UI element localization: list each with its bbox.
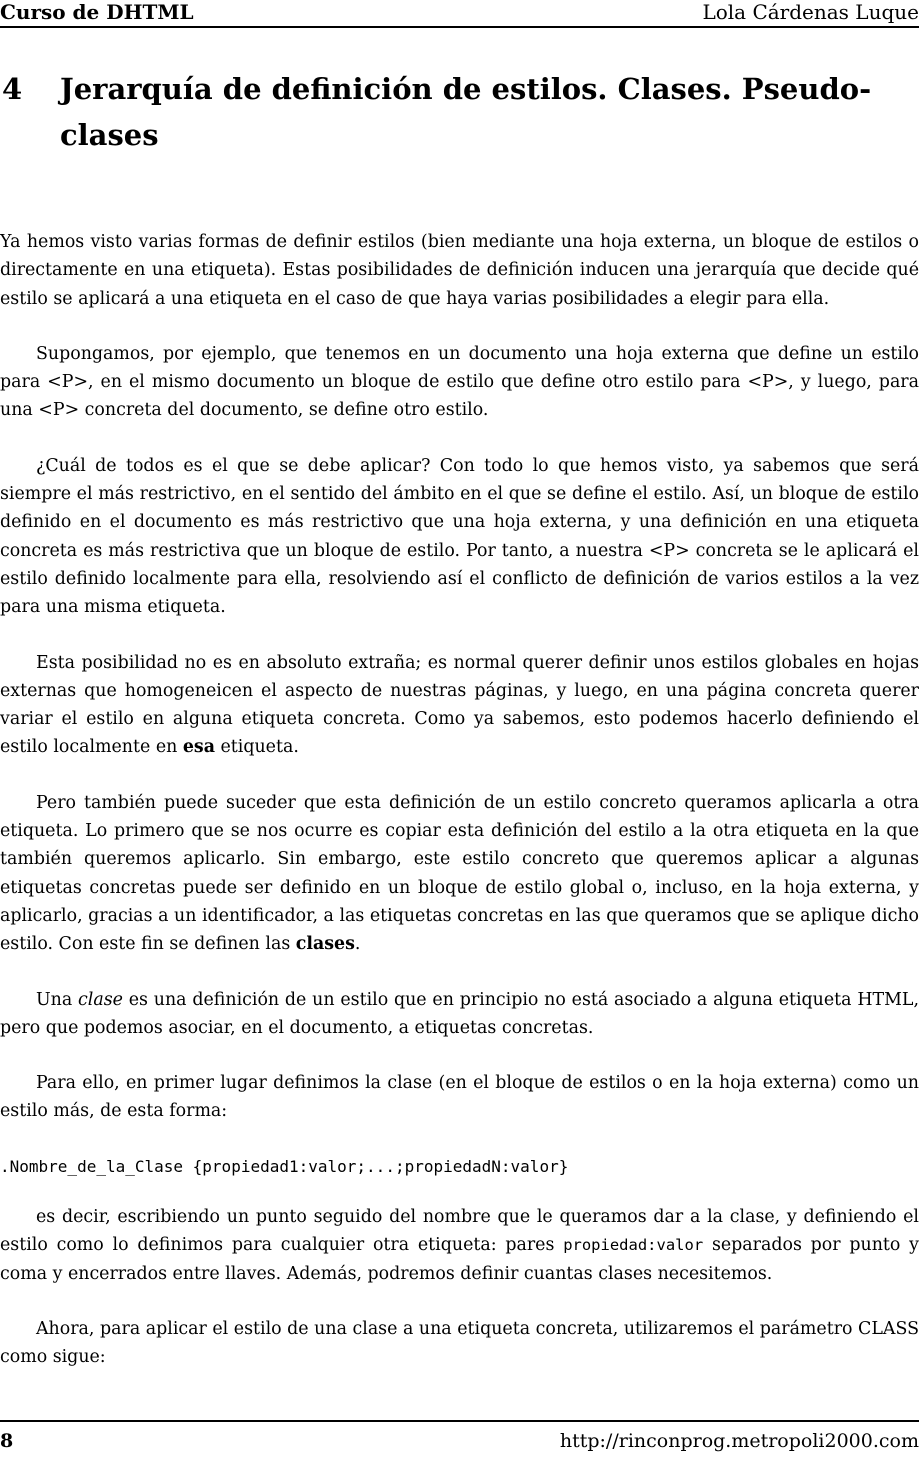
paragraph-4-text-c: etiqueta. [214, 737, 299, 758]
paragraph-4-emphasis: esa [182, 737, 215, 758]
body-text [0, 228, 919, 1399]
running-header [0, 0, 919, 28]
paragraph-4 [0, 649, 919, 762]
paragraph-5-emphasis: clases [295, 934, 355, 955]
section-title: Jerarquía de definición de estilos. Clases. Pseudo-clases [60, 72, 872, 152]
paragraph-6 [0, 986, 919, 1043]
paragraph-5-text-a: Pero también puede suceder que esta definición de un estilo concreto queramos aplicarla a otra etiqueta. Lo primero que se nos ocurre es copiar esta definición del estilo a la otra etiqueta en la que también queremos aplicarlo. Sin embargo, este estilo concreto que queremos aplicar a algunas etiquetas concretas puede ser definido en un bloque de estilo global o, incluso, en la hoja externa, y aplicarlo, gracias a un identificador, a las etiquetas concretas en las que queramos que se aplique dicho estilo. Con este fin se definen las [0, 792, 919, 955]
paragraph-6-text-c: es una definición de un estilo que en principio no está asociado a alguna etiqueta HTML, pero que podemos asociar, en el documento, a etiquetas concretas. [0, 989, 919, 1038]
section-number: 4 [2, 72, 23, 106]
paragraph-6-term: clase [78, 989, 123, 1010]
paragraph-5-text-c: . [354, 934, 361, 955]
footer-url: http://rinconprog.metropoli2000.com [559, 1430, 919, 1452]
paragraph-3: ¿Cuál de todos es el que se debe aplicar? Con todo lo que hemos visto, ya sabemos que será siempre el más restrictivo, en el sentido del ámbito en el que se define el estilo. Así, un bloque de estilo definido en el documento es más restrictivo que una hoja externa, y una definición en una etiqueta concreta es más restrictiva que un bloque de estilo. Por tanto, a nuestra <P> concreta se le aplicará el estilo definido localmente para ella, resolviendo así el conflicto de definición de varios estilos a la vez para una misma etiqueta. [0, 455, 919, 618]
header-course-title: Curso de DHTML [0, 0, 194, 24]
paragraph-8-code: propiedad:valor [563, 1236, 704, 1255]
running-footer [0, 1420, 919, 1460]
paragraph-9: Ahora, para aplicar el estilo de una clase a una etiqueta concreta, utilizaremos el parámetro CLASS como sigue: [0, 1318, 919, 1368]
paragraph-1: Ya hemos visto varias formas de definir estilos (bien mediante una hoja externa, un bloque de estilos o directamente en una etiqueta). Estas posibilidades de definición inducen una jerarquía que decide qué estilo se aplicará a una etiqueta en el caso de que haya varias posibilidades a elegir para ella. [0, 232, 919, 309]
footer-page-number: 8 [0, 1430, 14, 1452]
paragraph-7: Para ello, en primer lugar definimos la clase (en el bloque de estilos o en la hoja externa) como un estilo más, de esta forma: [0, 1073, 919, 1122]
paragraph-8-text-c: separados por punto y coma y encerrados entre llaves. Además, podremos definir cuantas clases necesitemos. [0, 1235, 919, 1284]
paragraph-6-text-a: Una [36, 989, 79, 1010]
paragraph-8-text-a: es decir, escribiendo un punto seguido del nombre que le queramos dar a la clase, y definiendo el estilo como lo definimos para cualquier otra etiqueta: pares [0, 1207, 919, 1256]
paragraph-4-text-a: Esta posibilidad no es en absoluto extraña; es normal querer definir unos estilos globales en hojas externas que homogeneicen el aspecto de nuestras páginas, y luego, en una página concreta querer variar el estilo en alguna etiqueta concreta. Como ya sabemos, esto podemos hacerlo definiendo el estilo localmente en [0, 652, 919, 758]
paragraph-8 [0, 1203, 919, 1288]
code-example: .Nombre_de_la_Clase {propiedad1:valor;...;propiedadN:valor} [0, 1156, 569, 1176]
paragraph-5 [0, 789, 919, 959]
paragraph-2: Supongamos, por ejemplo, que tenemos en un documento una hoja externa que define un estilo para <P>, en el mismo documento un bloque de estilo que define otro estilo para <P>, y luego, para una <P> concreta del documento, se define otro estilo. [0, 343, 919, 421]
header-author: Lola Cárdenas Luque [702, 0, 919, 24]
